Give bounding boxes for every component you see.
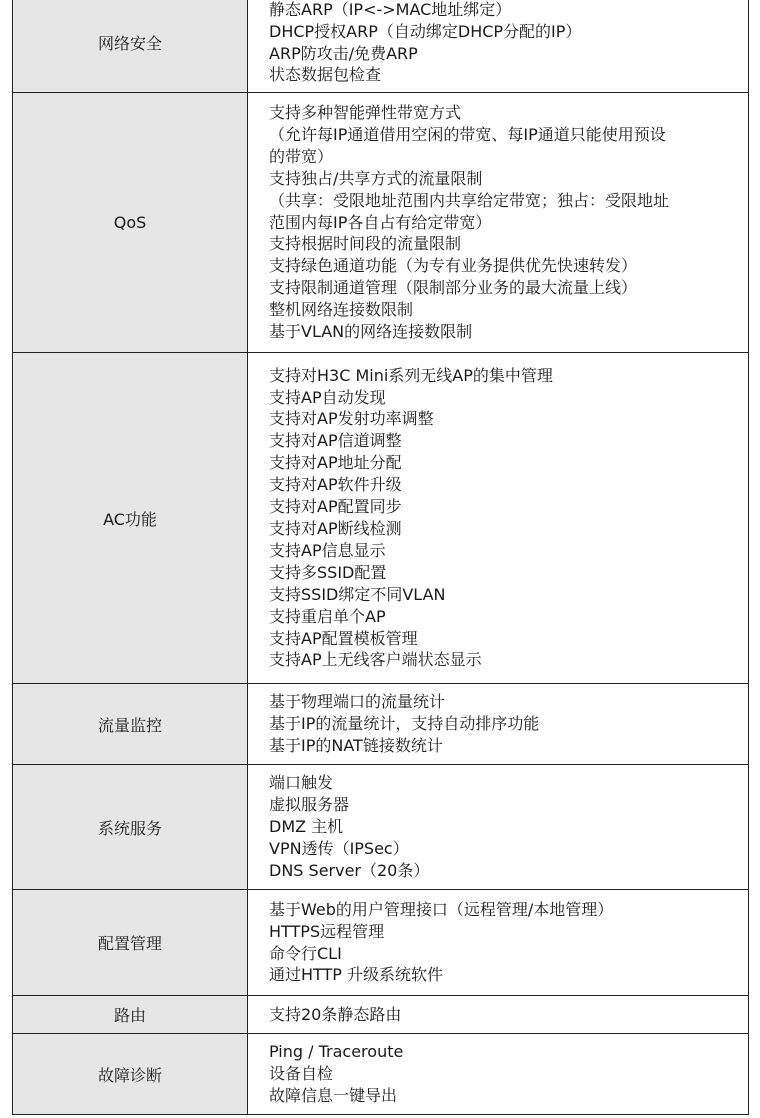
feature-line: ARP防攻击/免费ARP [269,43,418,63]
table-row [13,353,749,684]
feature-line: DNS Server（20条） [269,860,430,880]
feature-line: 基于IP的流量统计，支持自动排序功能 [269,714,540,734]
feature-line: 端口触发 [269,773,334,793]
features-cell [248,0,749,93]
feature-line: 支持绿色通道功能（为专有业务提供优先快速转发） [269,256,638,276]
feature-line: 支持独占/共享方式的流量限制 [269,168,483,188]
feature-line: 支持SSID绑定不同VLAN [269,584,446,604]
feature-line: Ping / Traceroute [269,1042,404,1062]
category-cell: AC功能 [13,353,248,684]
features-cell [248,684,749,765]
table-row [13,890,749,996]
feature-line: 支持重启单个AP [269,606,386,626]
category-cell: 系统服务 [13,765,248,890]
table-row [13,93,749,353]
feature-line: 支持对H3C Mini系列无线AP的集中管理 [269,365,553,385]
feature-line: VPN透传（IPSec） [269,838,409,858]
table-row [13,765,749,890]
spec-table [12,0,749,1115]
feature-line: 命令行CLI [269,943,342,963]
feature-line: 支持AP配置模板管理 [269,628,418,648]
feature-line: 支持对AP软件升级 [269,475,402,495]
table-row [13,684,749,765]
feature-line: 支持对AP配置同步 [269,497,402,517]
features-cell [248,765,749,890]
category-cell: QoS [13,93,248,353]
feature-line: HTTPS远程管理 [269,921,385,941]
feature-line: 支持对AP断线检测 [269,519,402,538]
category-cell: 故障诊断 [13,1034,248,1115]
table-row [13,1034,749,1115]
feature-line: 支持根据时间段的流量限制 [269,234,462,254]
category-cell: 网络安全 [13,0,248,93]
feature-line: （允许每IP通道借用空闲的带宽、每IP通道只能使用预设 [269,124,666,144]
features-cell [248,1034,749,1115]
features-cell [248,890,749,996]
features-cell [248,93,749,353]
feature-line: 支持对AP发射功率调整 [269,409,434,429]
feature-line: DMZ 主机 [269,817,344,837]
feature-line: 支持对AP信道调整 [269,431,402,451]
feature-line: 支持多SSID配置 [269,562,387,582]
feature-line: 通过HTTP 升级系统软件 [269,965,444,985]
feature-line: 支持AP自动发现 [269,387,386,407]
feature-line: 虚拟服务器 [269,795,350,815]
feature-line: （共享：受限地址范围内共享给定带宽；独占：受限地址 [269,190,670,210]
feature-line: 静态ARP（IP<->MAC地址绑定） [269,0,512,19]
feature-line: 状态数据包检查 [269,65,382,85]
category-cell: 流量监控 [13,684,248,765]
table-row [13,996,749,1034]
feature-line: 支持限制通道管理（限制部分业务的最大流量上线） [269,278,638,298]
feature-line: 支持对AP地址分配 [269,453,402,473]
feature-line: DHCP授权ARP（自动绑定DHCP分配的IP） [269,21,582,41]
feature-line: 故障信息一键导出 [269,1085,398,1105]
table-row [13,0,749,93]
feature-line: 范围内每IP各自占有给定带宽） [269,212,492,232]
feature-line: 基于VLAN的网络连接数限制 [269,322,473,342]
feature-line: 支持20条静态路由 [269,1004,402,1024]
feature-line: 基于Web的用户管理接口（远程管理/本地管理） [269,899,614,919]
features-cell [248,353,749,684]
feature-line: 设备自检 [269,1064,334,1084]
feature-line: 支持多种智能弹性带宽方式 [269,103,462,123]
features-cell [248,996,749,1034]
feature-line: 整机网络连接数限制 [269,300,414,320]
feature-line: 支持AP信息显示 [269,540,386,560]
feature-line: 的带宽） [269,146,334,166]
feature-line: 支持AP上无线客户端状态显示 [269,650,482,670]
feature-line: 基于物理端口的流量统计 [269,692,446,712]
category-cell: 路由 [13,996,248,1034]
category-cell: 配置管理 [13,890,248,996]
feature-line: 基于IP的NAT链接数统计 [269,735,443,755]
